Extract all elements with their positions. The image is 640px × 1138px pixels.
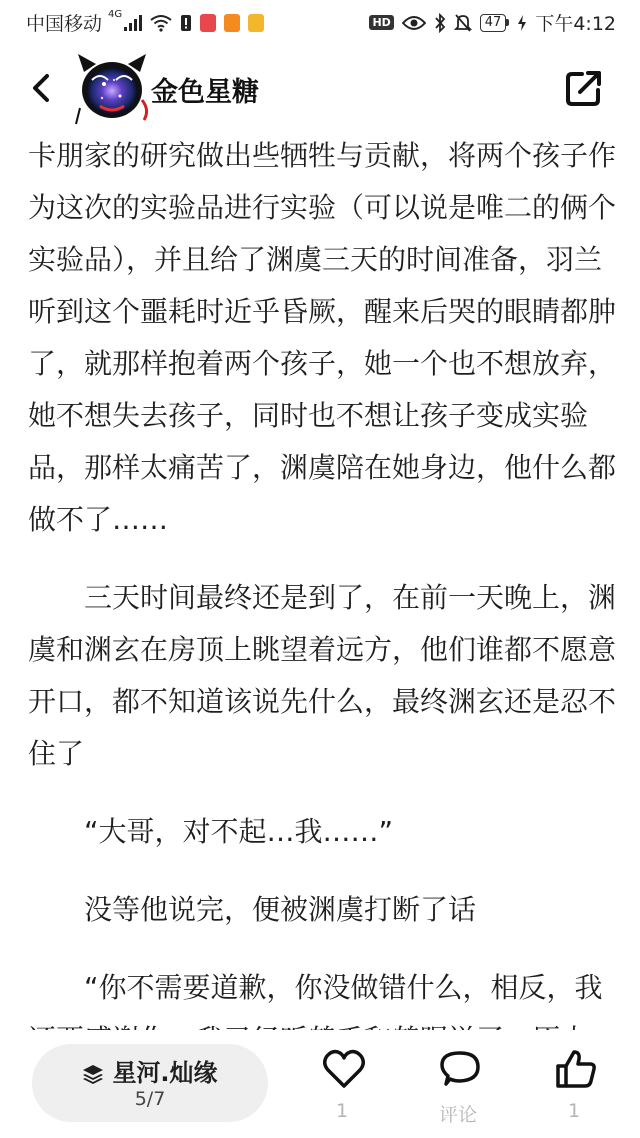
app-notification-icon <box>200 14 216 32</box>
comment-label: 评论 <box>438 1104 477 1126</box>
thumbs-up-button[interactable] <box>534 1046 614 1126</box>
chapter-selector-button[interactable] <box>32 1044 268 1122</box>
paragraph: 卡朋家的研究做出些牺牲与贡献，将两个孩子作为这次的实验品进行实验（可以说是唯二的俩个实验品），并且给了渊虞三天的时间准备，羽兰听到这个噩耗时近乎昏厥，醒来后哭的眼睛都肿了，就那样抱着两个孩子，她一个也不想放弃，她不想失去孩子，同时也不想让孩子变成实验品，那样太痛苦了，渊虞陪在她身边，他什么都做不了…… <box>28 139 617 536</box>
paragraph: 没等他说完，便被渊虞打断了话 <box>84 893 477 926</box>
alert-icon <box>180 14 192 32</box>
chapter-progress: 5/7 <box>134 1088 166 1110</box>
chapter-title: 星河.灿缘 <box>112 1059 218 1087</box>
paragraph: 三天时间最终还是到了，在前一天晚上，渊虞和渊玄在房顶上眺望着远方，他们谁都不愿意开口，都不知道该说先什么，最终渊玄还是忍不住了 <box>28 581 617 770</box>
article-body <box>28 130 616 1092</box>
chevron-left-icon <box>22 66 62 110</box>
bluetooth-icon <box>434 13 446 33</box>
hd-badge: HD <box>369 15 393 30</box>
thumbs-up-icon <box>554 1048 598 1090</box>
network-type: 4G <box>108 9 123 20</box>
layers-icon <box>82 1063 104 1085</box>
charging-icon <box>517 14 527 32</box>
paragraph: “大哥，对不起…我……” <box>84 815 394 848</box>
speech-bubble-icon <box>438 1048 482 1090</box>
author-avatar[interactable] <box>74 50 150 126</box>
status-left <box>26 9 272 36</box>
paragraph: “你不需要道歉，你没做错什么，相反，我 <box>84 971 603 1004</box>
share-external-icon <box>562 66 606 110</box>
app-notification-icon <box>248 14 264 32</box>
signal-icon <box>124 15 142 31</box>
clock: 下午4:12 <box>535 13 616 35</box>
thumbs-up-count: 1 <box>567 1100 581 1122</box>
back-button[interactable] <box>22 66 62 110</box>
mute-bell-icon <box>454 13 472 33</box>
chapter-title-row <box>32 1053 268 1088</box>
like-count: 1 <box>335 1100 349 1122</box>
comment-button[interactable] <box>418 1046 498 1126</box>
carrier-name: 中国移动 <box>26 13 103 35</box>
battery-level: 47 <box>480 14 507 32</box>
bottom-action-bar <box>0 1030 640 1138</box>
video-app-icon <box>224 14 240 32</box>
status-bar <box>0 0 640 44</box>
eye-icon <box>402 15 426 31</box>
battery-icon <box>480 14 510 32</box>
page-title: 金色星糖 <box>151 77 259 108</box>
header <box>0 48 640 132</box>
like-button[interactable] <box>302 1046 382 1126</box>
share-button[interactable] <box>562 66 606 110</box>
heart-icon <box>322 1048 366 1090</box>
wifi-icon <box>150 14 172 32</box>
status-right <box>369 9 616 36</box>
